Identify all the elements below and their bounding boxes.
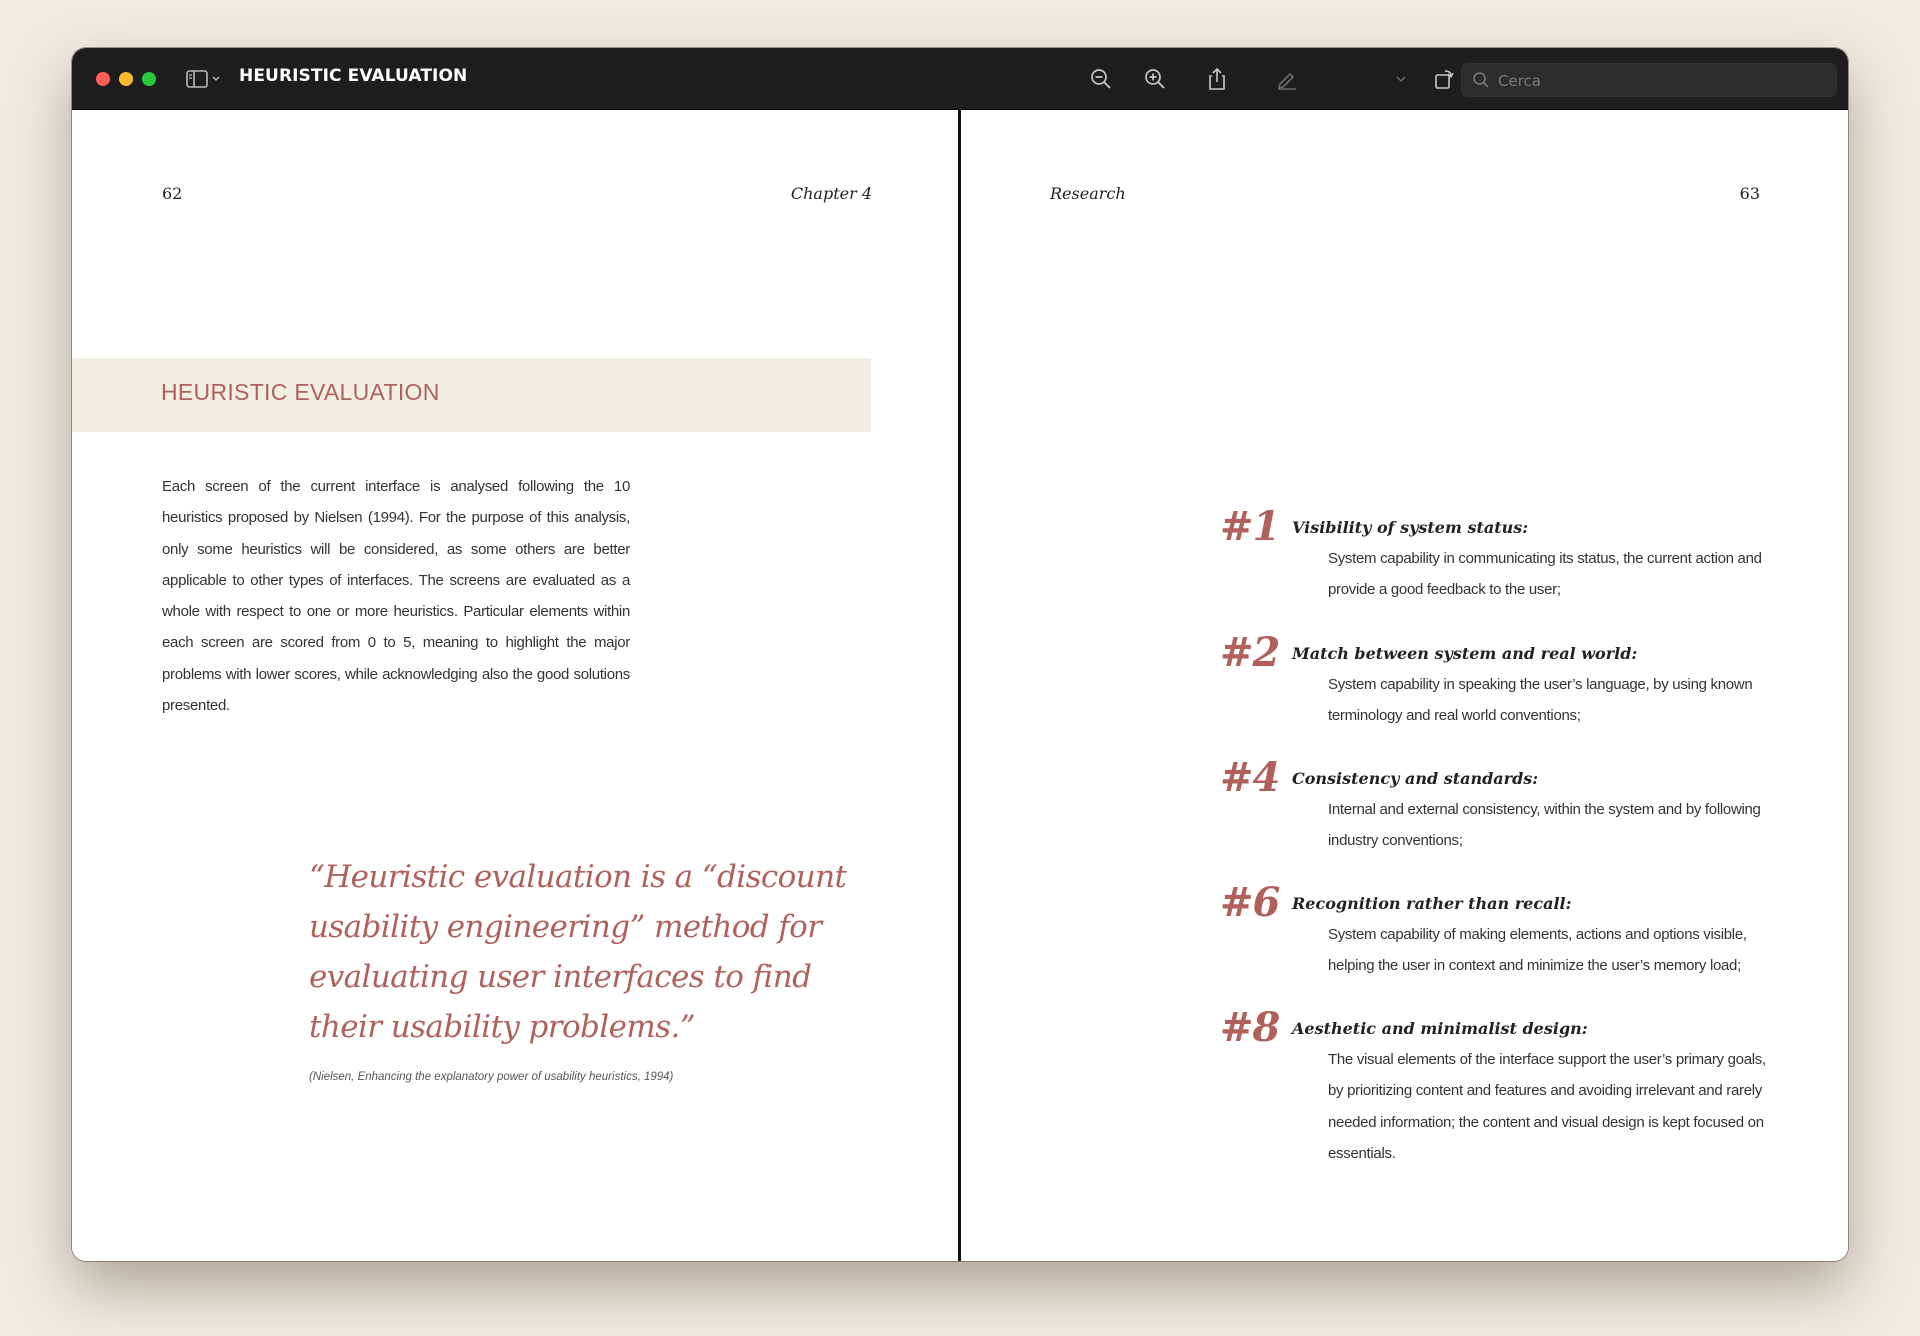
heuristic-description: The visual elements of the interface support the user’s primary goals, by prioritizing content and features and avoiding irrelevant and rarely needed information; the content and visual design is kept focused on essentials. bbox=[1328, 1051, 1766, 1162]
highlight-icon bbox=[1275, 67, 1299, 91]
maximize-window-button[interactable] bbox=[142, 72, 156, 86]
heuristic-title: Match between system and real world: bbox=[1292, 644, 1638, 663]
heuristic-number: #2 bbox=[1220, 629, 1280, 676]
pdf-viewer-window bbox=[72, 48, 1848, 1261]
heuristic-description: System capability in speaking the user’s language, by using known terminology and real world conventions; bbox=[1328, 676, 1753, 725]
sidebar-toggle-button[interactable] bbox=[185, 65, 227, 93]
highlight-button[interactable] bbox=[1272, 64, 1302, 94]
heuristic-description: System capability of making elements, actions and options visible, helping the user in context and minimize the user’s memory load; bbox=[1328, 926, 1747, 975]
left-page bbox=[72, 110, 958, 1261]
running-head: Research bbox=[1050, 184, 1126, 203]
right-page bbox=[961, 110, 1848, 1261]
page-number: 63 bbox=[1739, 184, 1760, 203]
rotate-icon bbox=[1432, 67, 1456, 91]
running-head: Chapter 4 bbox=[790, 184, 872, 203]
heuristic-title: Aesthetic and minimalist design: bbox=[1292, 1019, 1588, 1038]
quote-citation: (Nielsen, Enhancing the explanatory power of usability heuristics, 1994) bbox=[309, 1071, 674, 1083]
zoom-in-icon bbox=[1143, 67, 1167, 91]
heuristic-description: Internal and external consistency, within the system and by following industry conventions; bbox=[1328, 801, 1761, 850]
zoom-in-button[interactable] bbox=[1140, 64, 1170, 94]
pull-quote: “Heuristic evaluation is a “discount usability engineering” method for evaluating user interfaces to find their usability problems.” bbox=[309, 859, 847, 1045]
body-paragraph: Each screen of the current interface is analysed following the 10 heuristics proposed by Nielsen (1994). For the purpose of this analysis, only some heuristics will be considered, as some others are better applicable to other types of interfaces. The screens are evaluated as a whole with respect to one or more heuristics. Particular elements within each screen are scored from 0 to 5, meaning to highlight the major problems with lower scores, while acknowledging also the good solutions presented. bbox=[162, 478, 630, 715]
highlight-options-button[interactable] bbox=[1393, 64, 1409, 94]
page-number: 62 bbox=[162, 184, 183, 203]
heuristic-number: #8 bbox=[1220, 1004, 1280, 1051]
title-bar bbox=[72, 48, 1848, 110]
heuristic-title: Visibility of system status: bbox=[1292, 518, 1529, 537]
window-title: HEURISTIC EVALUATION bbox=[239, 66, 468, 86]
close-window-button[interactable] bbox=[96, 72, 110, 86]
heuristic-number: #4 bbox=[1220, 754, 1280, 801]
section-header-band bbox=[72, 358, 871, 432]
heuristic-description: System capability in communicating its status, the current action and provide a good feedback to the user; bbox=[1328, 550, 1762, 599]
sidebar-icon bbox=[185, 65, 227, 93]
chevron-down-icon bbox=[1395, 74, 1407, 84]
section-title: HEURISTIC EVALUATION bbox=[161, 379, 440, 405]
search-icon bbox=[1472, 71, 1490, 89]
share-icon bbox=[1205, 66, 1229, 92]
share-button[interactable] bbox=[1202, 64, 1232, 94]
zoom-out-button[interactable] bbox=[1086, 64, 1116, 94]
zoom-out-icon bbox=[1089, 67, 1113, 91]
heuristic-number: #1 bbox=[1220, 503, 1280, 550]
search-field[interactable] bbox=[1461, 63, 1837, 97]
chevron-down-icon bbox=[213, 77, 219, 80]
rotate-button[interactable] bbox=[1429, 64, 1459, 94]
heuristic-title: Consistency and standards: bbox=[1292, 769, 1539, 788]
minimize-window-button[interactable] bbox=[119, 72, 133, 86]
heuristic-number: #6 bbox=[1220, 879, 1280, 926]
heuristic-title: Recognition rather than recall: bbox=[1292, 894, 1572, 913]
search-input[interactable] bbox=[1496, 68, 1830, 94]
